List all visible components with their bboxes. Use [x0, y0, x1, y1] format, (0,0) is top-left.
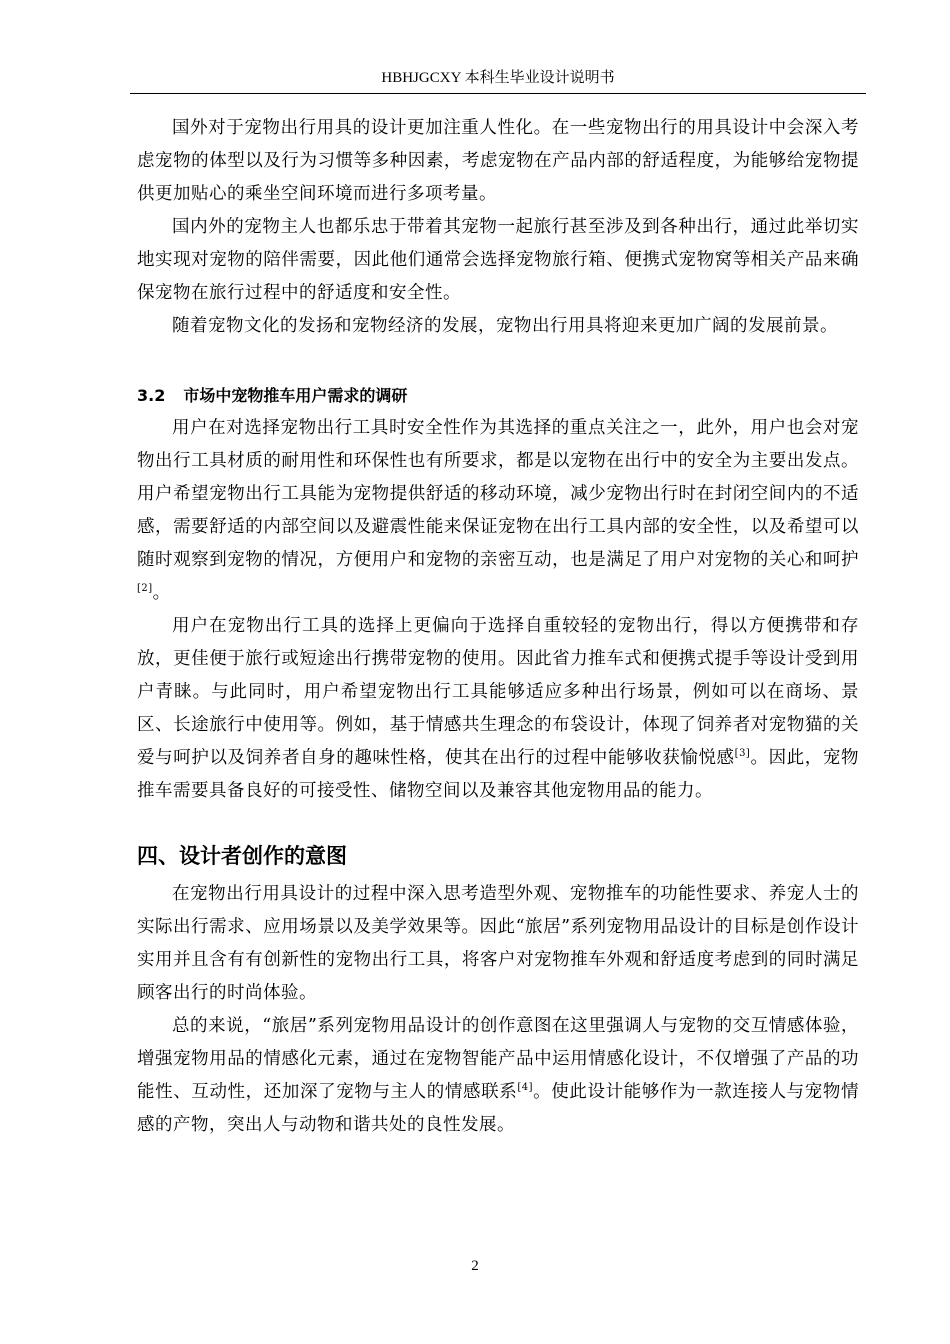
document-body: [137, 112, 859, 1142]
paragraph: [137, 412, 859, 610]
citation-ref: [3]: [734, 748, 751, 760]
paragraph-text-end: 。使此设计能够作为一款连接人与宠物情感的产物，突出人与动物和谐共处的良性发展。: [137, 1082, 860, 1135]
paragraph: 国外对于宠物出行用具的设计更加注重人性化。在一些宠物出行的用具设计中会深入考虑宠物的体型以及行为习惯等多种因素，考虑宠物在产品内部的舒适程度，为能够给宠物提供更加贴心的乘坐空间环境而进行多项考量。: [137, 118, 859, 204]
paragraph: [137, 610, 859, 808]
paragraph-text-end: 。因此，宠物推车需要具备良好的可接受性、储物空间以及兼容其他宠物用品的能力。: [137, 748, 860, 801]
section-number: 3.2: [137, 386, 166, 405]
section-title: 市场中宠物推车用户需求的调研: [183, 386, 408, 405]
citation-ref: [4]: [517, 1082, 534, 1094]
citation-ref: [2]: [137, 583, 153, 595]
paragraph-text-end: 。: [152, 583, 171, 603]
paragraph: 国内外的宠物主人也都乐忠于带着其宠物一起旅行甚至涉及到各种出行，通过此举切实地实现对宠物的陪伴需要，因此他们通常会选择宠物旅行箱、便携式宠物窝等相关产品来确保宠物在旅行过程中的舒适度和安全性。: [137, 217, 859, 303]
header-title: HBHJGCXY 本科生毕业设计说明书: [381, 70, 615, 86]
section-heading: [137, 379, 859, 412]
paragraph: 在宠物出行用具设计的过程中深入思考造型外观、宠物推车的功能性要求、养宠人士的实际出行需求、应用场景以及美学效果等。因此“旅居”系列宠物用品设计的目标是创作设计实用并且含有有创新性的宠物出行工具，将客户对宠物推车外观和舒适度考虑到的同时满足顾客出行的时尚体验。: [137, 884, 859, 1003]
paragraph: 随着宠物文化的发扬和宠物经济的发展，宠物出行用具将迎来更加广阔的发展前景。: [172, 316, 838, 336]
paragraph-text: 用户在宠物出行工具的选择上更偏向于选择自重较轻的宠物出行，得以方便携带和存放，更佳便于旅行或短途出行携带宠物的使用。因此省力推车式和便携式提手等设计受到用户青睐。与此同时，用户希望宠物出行工具能够适应多种出行场景，例如可以在商场、景区、长途旅行中使用等。例如，基于情感共生理念的布袋设计，体现了饲养者对宠物猫的关爱与呵护以及饲养者自身的趣味性格，使其在出行的过程中能够收获愉悦感: [137, 616, 859, 768]
paragraph-text: 总的来说，“旅居”系列宠物用品设计的创作意图在这里强调人与宠物的交互情感体验，增强宠物用品的情感化元素，通过在宠物智能产品中运用情感化设计，不仅增强了产品的功能性、互动性，还加深了宠物与主人的情感联系: [137, 1016, 859, 1102]
paragraph: [137, 1010, 859, 1142]
chapter-heading: 四、设计者创作的意图: [137, 844, 347, 868]
paragraph-text: 用户在对选择宠物出行工具时安全性作为其选择的重点关注之一，此外，用户也会对宠物出行工具材质的耐用性和环保性也有所要求，都是以宠物在出行中的安全为主要出发点。用户希望宠物出行工具能为宠物提供舒适的移动环境，减少宠物出行时在封闭空间内的不适感，需要舒适的内部空间以及避震性能来保证宠物在出行工具内部的安全性，以及希望可以随时观察到宠物的情况，方便用户和宠物的亲密互动，也是满足了用户对宠物的关心和呵护: [137, 418, 859, 570]
page-number: 2: [471, 1258, 479, 1274]
page-header: [130, 63, 866, 94]
